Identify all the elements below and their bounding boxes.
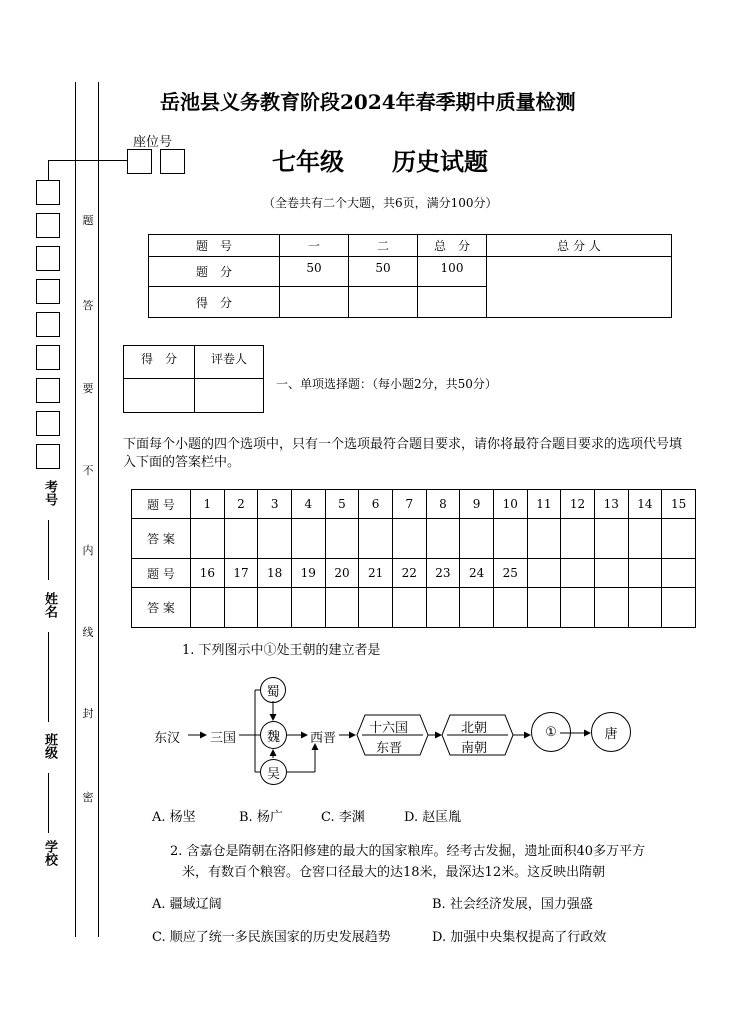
q2-option-d[interactable]: D. 加强中央集权提高了行政效 xyxy=(432,930,607,945)
seat-number-box[interactable] xyxy=(160,149,185,174)
answer-cell[interactable] xyxy=(224,588,258,628)
question-number-cell: 20 xyxy=(325,559,359,588)
answer-cell[interactable] xyxy=(662,588,696,628)
section1-instruction: 下面每个小题的四个选项中，只有一个选项最符合题目要求，请你将最符合题目要求的选项代号填入下面的答案栏中。 xyxy=(123,437,683,470)
answer-cell[interactable] xyxy=(258,588,292,628)
question-number-cell: 14 xyxy=(628,490,662,519)
q2-option-c[interactable]: C. 顺应了统一多民族国家的历史发展趋势 xyxy=(152,930,391,945)
answer-cell[interactable] xyxy=(191,519,225,559)
answer-cell[interactable] xyxy=(561,519,595,559)
answer-cell[interactable] xyxy=(561,588,595,628)
answer-cell[interactable] xyxy=(493,588,527,628)
answer-cell[interactable] xyxy=(258,519,292,559)
score-entry-cell[interactable] xyxy=(280,287,349,318)
grader-box xyxy=(123,345,264,413)
q1-option-a[interactable]: A. 杨坚 xyxy=(152,810,196,825)
node-tang: 唐 xyxy=(591,712,631,752)
answer-cell[interactable] xyxy=(359,519,393,559)
node-circle1: ① xyxy=(531,712,571,752)
binding-warning-char: 封 xyxy=(82,707,94,720)
score-entry-cell[interactable] xyxy=(418,287,487,318)
answer-cell[interactable] xyxy=(392,588,426,628)
name-write-line[interactable] xyxy=(48,632,49,722)
school-label: 学校 xyxy=(42,840,57,866)
question-number-cell: 21 xyxy=(359,559,393,588)
node-shu: 蜀 xyxy=(260,677,286,703)
node-sanguo: 三国 xyxy=(210,731,237,746)
binding-line-outer xyxy=(75,82,76,937)
score-entry-cell[interactable] xyxy=(349,287,418,318)
question-number-cell: 6 xyxy=(359,490,393,519)
exam-number-box[interactable] xyxy=(36,411,60,436)
exam-number-box[interactable] xyxy=(36,246,60,271)
question-number-cell xyxy=(561,559,595,588)
score-header-cell: 一 xyxy=(280,235,349,257)
question-number-cell: 2 xyxy=(224,490,258,519)
binding-warning-char: 不 xyxy=(82,464,94,477)
question-number-cell: 17 xyxy=(224,559,258,588)
exam-number-box[interactable] xyxy=(36,213,60,238)
score-header-cell: 二 xyxy=(349,235,418,257)
q2-stem-line2: 米，有数百个粮窖。仓窖口径最大的达18米，最深达12米。这反映出隋朝 xyxy=(182,865,606,880)
exam-note: （全卷共有二个大题，共6页，满分100分） xyxy=(263,196,498,210)
question-number-cell xyxy=(594,559,628,588)
score-header-cell: 题 号 xyxy=(149,235,280,257)
exam-number-box[interactable] xyxy=(36,444,60,469)
answer-cell[interactable] xyxy=(392,519,426,559)
node-sixteen: 十六国 xyxy=(369,721,409,736)
answer-cell[interactable] xyxy=(291,588,325,628)
answer-cell[interactable] xyxy=(325,588,359,628)
exam-number-write-line[interactable] xyxy=(48,520,49,580)
answer-cell[interactable] xyxy=(594,519,628,559)
seat-number-label: 座位号 xyxy=(133,135,173,150)
question-number-cell: 7 xyxy=(392,490,426,519)
answer-cell[interactable] xyxy=(628,519,662,559)
answer-cell[interactable] xyxy=(325,519,359,559)
q2-option-a[interactable]: A. 疆域辽阔 xyxy=(152,897,222,912)
section1-heading: 一、单项选择题：（每小题2分，共50分） xyxy=(276,377,497,391)
question-number-cell: 25 xyxy=(493,559,527,588)
score-table xyxy=(148,234,672,318)
node-nanchao: 南朝 xyxy=(461,741,488,756)
answer-cell[interactable] xyxy=(527,519,561,559)
q1-stem: 1. 下列图示中①处王朝的建立者是 xyxy=(182,643,381,658)
binding-warning-char: 要 xyxy=(82,382,94,395)
answer-cell[interactable] xyxy=(191,588,225,628)
seat-number-box[interactable] xyxy=(127,149,152,174)
question-number-cell xyxy=(628,559,662,588)
node-wu: 吴 xyxy=(260,759,287,785)
answer-cell[interactable] xyxy=(460,519,494,559)
question-number-label: 题 号 xyxy=(132,559,191,588)
question-number-cell: 4 xyxy=(291,490,325,519)
exam-number-box[interactable] xyxy=(36,180,60,205)
grader-score-entry[interactable] xyxy=(124,379,195,413)
seat-connector-v xyxy=(48,160,49,180)
exam-number-box[interactable] xyxy=(36,345,60,370)
grader-name-label: 评卷人 xyxy=(195,346,264,379)
question-number-cell: 16 xyxy=(191,559,225,588)
q2-option-b[interactable]: B. 社会经济发展，国力强盛 xyxy=(432,897,593,912)
answer-cell[interactable] xyxy=(291,519,325,559)
binding-line-inner xyxy=(98,82,99,937)
q1-option-d[interactable]: D. 赵匡胤 xyxy=(404,810,462,825)
answer-cell[interactable] xyxy=(628,588,662,628)
q1-option-c[interactable]: C. 李渊 xyxy=(321,810,365,825)
question-number-cell: 19 xyxy=(291,559,325,588)
question-number-cell: 24 xyxy=(460,559,494,588)
node-xijin: 西晋 xyxy=(310,731,337,746)
answer-cell[interactable] xyxy=(527,588,561,628)
score-row-label: 得 分 xyxy=(149,287,280,318)
binding-warning-char: 密 xyxy=(82,791,94,804)
q1-option-b[interactable]: B. 杨广 xyxy=(239,810,283,825)
score-row-label: 题 分 xyxy=(149,257,280,287)
question-number-cell: 1 xyxy=(191,490,225,519)
question-number-cell: 9 xyxy=(460,490,494,519)
exam-title: 岳池县义务教育阶段2024年春季期中质量检测 xyxy=(160,90,576,114)
question-number-cell: 15 xyxy=(662,490,696,519)
q2-stem-line1: 2. 含嘉仓是隋朝在洛阳修建的最大的国家粮库。经考古发掘，遗址面积40多万平方 xyxy=(170,844,646,859)
answer-row-label: 答 案 xyxy=(132,588,191,628)
exam-number-box[interactable] xyxy=(36,312,60,337)
score-points-cell: 50 xyxy=(349,257,418,287)
node-dongjin: 东晋 xyxy=(376,741,403,756)
question-number-label: 题 号 xyxy=(132,490,191,519)
answer-cell[interactable] xyxy=(426,588,460,628)
answer-cell[interactable] xyxy=(493,519,527,559)
score-header-cell: 总 分 人 xyxy=(487,235,672,257)
exam-number-box[interactable] xyxy=(36,279,60,304)
question-number-cell: 10 xyxy=(493,490,527,519)
answer-cell[interactable] xyxy=(460,588,494,628)
binding-warning-char: 线 xyxy=(82,626,94,639)
grader-name-entry[interactable] xyxy=(195,379,264,413)
name-label: 姓名 xyxy=(42,592,57,618)
question-number-cell: 22 xyxy=(392,559,426,588)
score-points-cell: 100 xyxy=(418,257,487,287)
question-number-cell: 12 xyxy=(561,490,595,519)
question-number-cell: 5 xyxy=(325,490,359,519)
score-points-cell: 50 xyxy=(280,257,349,287)
answer-cell[interactable] xyxy=(426,519,460,559)
binding-warning-char: 题 xyxy=(82,214,94,227)
class-label: 班级 xyxy=(42,733,57,759)
question-number-cell: 23 xyxy=(426,559,460,588)
node-beichao: 北朝 xyxy=(461,721,488,736)
node-wei: 魏 xyxy=(260,721,287,749)
score-header-cell: 总 分 xyxy=(418,235,487,257)
grader-score-label: 得 分 xyxy=(124,346,195,379)
q1-diagram xyxy=(140,670,660,790)
exam-number-box[interactable] xyxy=(36,378,60,403)
question-number-cell xyxy=(527,559,561,588)
question-number-cell: 13 xyxy=(594,490,628,519)
answer-cell[interactable] xyxy=(662,519,696,559)
seat-connector-h xyxy=(48,160,127,161)
total-grader-cell[interactable] xyxy=(487,257,672,318)
class-write-line[interactable] xyxy=(48,773,49,833)
question-number-cell: 8 xyxy=(426,490,460,519)
exam-subtitle: 七年级 历史试题 xyxy=(272,147,488,176)
answer-grid xyxy=(131,489,696,628)
question-number-cell: 11 xyxy=(527,490,561,519)
question-number-cell xyxy=(662,559,696,588)
answer-cell[interactable] xyxy=(224,519,258,559)
binding-warning-char: 答 xyxy=(82,299,94,312)
answer-row-label: 答 案 xyxy=(132,519,191,559)
node-donghan: 东汉 xyxy=(154,731,181,746)
answer-cell[interactable] xyxy=(359,588,393,628)
binding-warning-char: 内 xyxy=(82,544,94,557)
question-number-cell: 18 xyxy=(258,559,292,588)
answer-cell[interactable] xyxy=(594,588,628,628)
exam-number-label: 考号 xyxy=(42,480,57,506)
question-number-cell: 3 xyxy=(258,490,292,519)
